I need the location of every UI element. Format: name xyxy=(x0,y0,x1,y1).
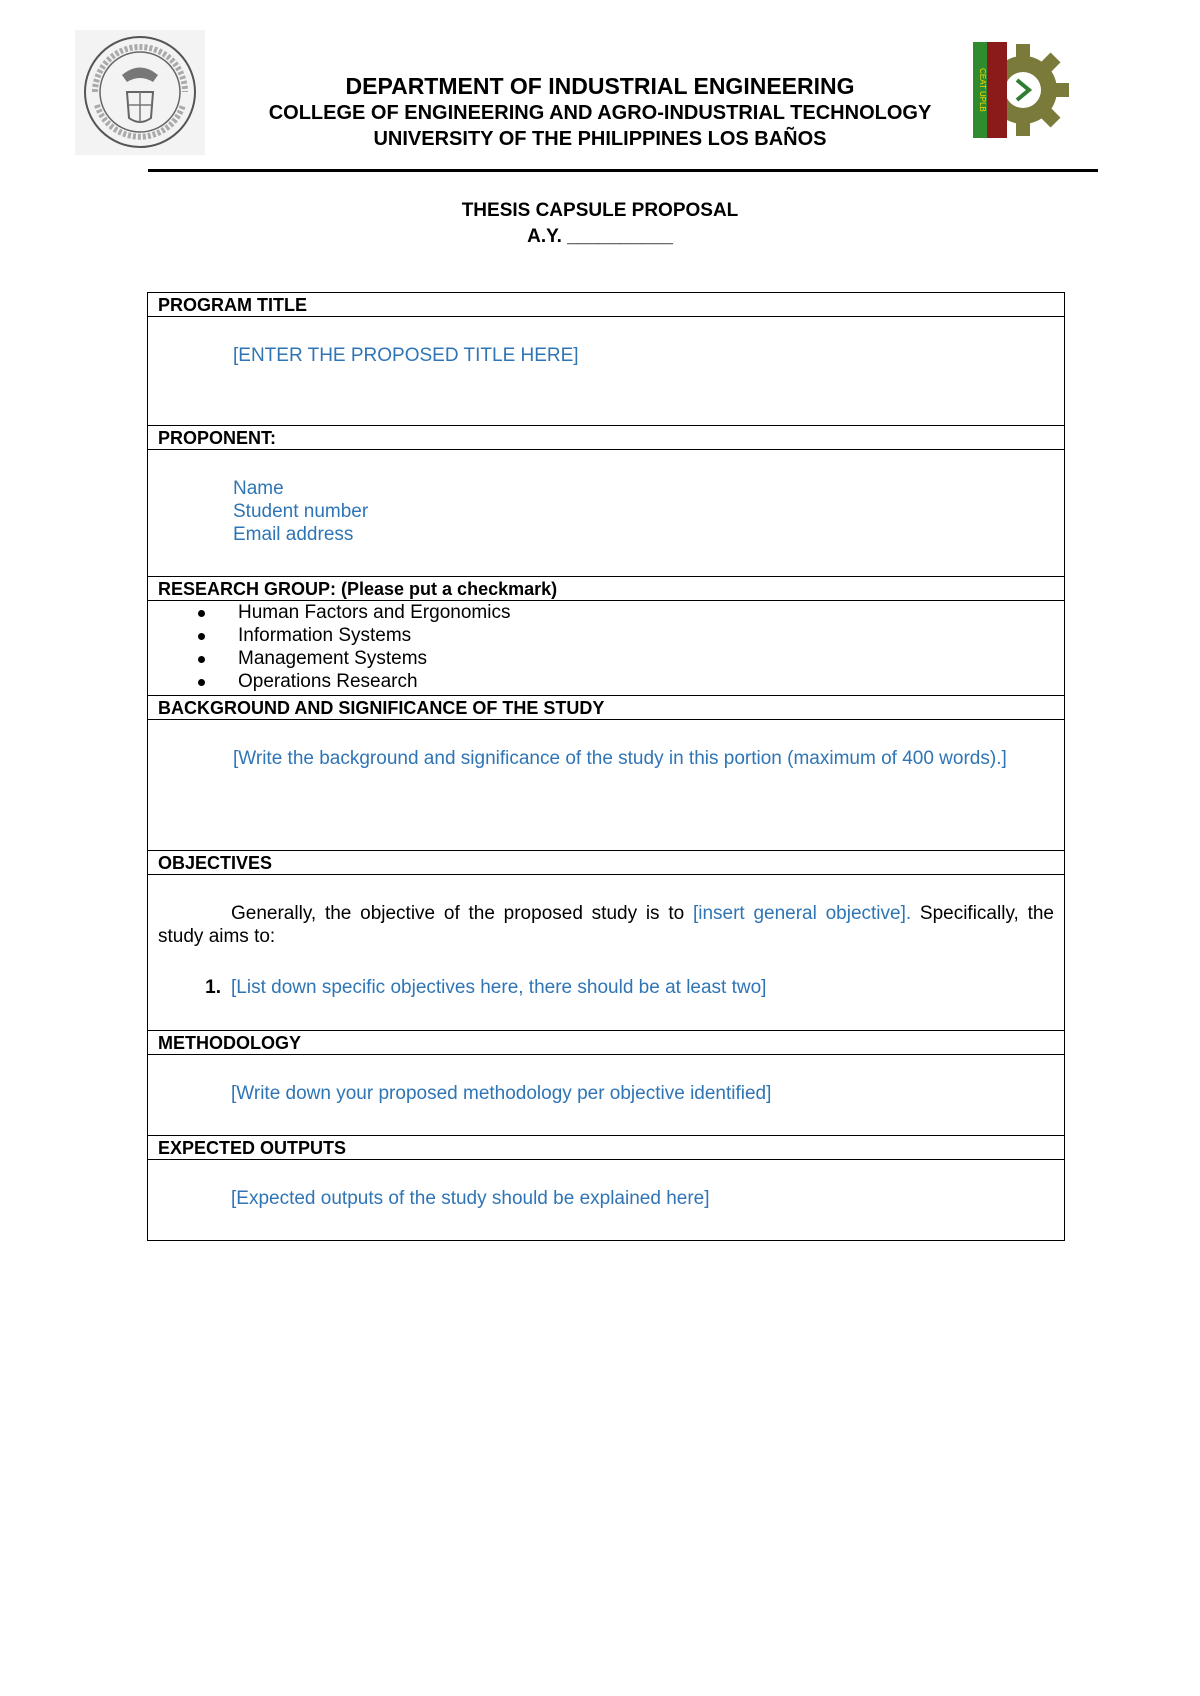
program-title-placeholder: [ENTER THE PROPOSED TITLE HERE] xyxy=(233,345,579,366)
bullet-icon xyxy=(198,633,205,640)
methodology-heading: METHODOLOGY xyxy=(148,1031,1065,1055)
objectives-field[interactable] xyxy=(148,875,1065,1031)
research-group-option[interactable] xyxy=(238,624,1054,647)
college-name: COLLEGE OF ENGINEERING AND AGRO-INDUSTRIAL TECHNOLOGY xyxy=(268,102,932,124)
research-group-option[interactable] xyxy=(238,670,1054,693)
bullet-icon xyxy=(198,679,205,686)
background-heading: BACKGROUND AND SIGNIFICANCE OF THE STUDY xyxy=(148,696,1065,720)
objectives-intro-start: Generally, the objective of the proposed study is to xyxy=(231,903,693,924)
section-heading-row xyxy=(148,426,1065,450)
header-divider xyxy=(148,169,1098,172)
research-group-heading: RESEARCH GROUP: (Please put a checkmark) xyxy=(148,577,1065,601)
ceat-uplb-logo-text: CEAT UPLB xyxy=(978,68,987,112)
research-group-option[interactable] xyxy=(238,647,1054,670)
proponent-heading: PROPONENT: xyxy=(148,426,1065,450)
section-heading-row xyxy=(148,696,1065,720)
research-group-option[interactable] xyxy=(238,601,1054,624)
document-title-block xyxy=(150,198,1050,250)
letterhead xyxy=(150,72,1050,152)
objectives-heading: OBJECTIVES xyxy=(148,851,1065,875)
section-heading-row xyxy=(148,851,1065,875)
proponent-email: Email address xyxy=(233,524,354,545)
expected-outputs-heading: EXPECTED OUTPUTS xyxy=(148,1136,1065,1160)
research-group-option-label: Human Factors and Ergonomics xyxy=(238,602,511,623)
background-field[interactable] xyxy=(148,720,1065,851)
research-group-list xyxy=(158,601,1054,693)
program-title-heading: PROGRAM TITLE xyxy=(148,293,1065,317)
background-placeholder: [Write the background and significance of the study in this portion (maximum of 400 words).] xyxy=(233,748,1007,769)
bullet-icon xyxy=(198,610,205,617)
research-group-option-label: Management Systems xyxy=(238,648,428,669)
proponent-name: Name xyxy=(233,478,284,499)
research-group-option-label: Operations Research xyxy=(238,671,418,692)
expected-outputs-placeholder: [Expected outputs of the study should be explained here] xyxy=(231,1188,710,1209)
section-heading-row xyxy=(148,577,1065,601)
proposal-form-table xyxy=(147,292,1065,1241)
general-objective-placeholder: [insert general objective]. xyxy=(692,903,912,924)
specific-objective-placeholder: [List down specific objectives here, there should be at least two] xyxy=(231,977,767,998)
university-name: UNIVERSITY OF THE PHILIPPINES LOS BAÑOS xyxy=(373,128,827,150)
objectives-intro-end: Specifically, the study aims to: xyxy=(158,903,1054,947)
section-heading-row xyxy=(148,293,1065,317)
research-group-option-label: Information Systems xyxy=(238,625,412,646)
research-group-field xyxy=(148,601,1065,696)
section-heading-row xyxy=(148,1136,1065,1160)
section-heading-row xyxy=(148,1031,1065,1055)
bullet-icon xyxy=(198,656,205,663)
methodology-field[interactable] xyxy=(148,1055,1065,1136)
proponent-student-number: Student number xyxy=(233,501,369,522)
document-title: THESIS CAPSULE PROPOSAL xyxy=(461,200,739,221)
expected-outputs-field[interactable] xyxy=(148,1160,1065,1241)
department-name: DEPARTMENT OF INDUSTRIAL ENGINEERING xyxy=(345,73,855,99)
objectives-intro xyxy=(158,902,1054,948)
academic-year-field[interactable]: A.Y. __________ xyxy=(527,226,673,247)
proponent-field[interactable] xyxy=(148,450,1065,577)
program-title-field[interactable] xyxy=(148,317,1065,426)
methodology-placeholder: [Write down your proposed methodology per objective identified] xyxy=(231,1083,772,1104)
specific-objective-item xyxy=(158,976,1054,999)
specific-objective-number: 1. xyxy=(205,977,221,998)
